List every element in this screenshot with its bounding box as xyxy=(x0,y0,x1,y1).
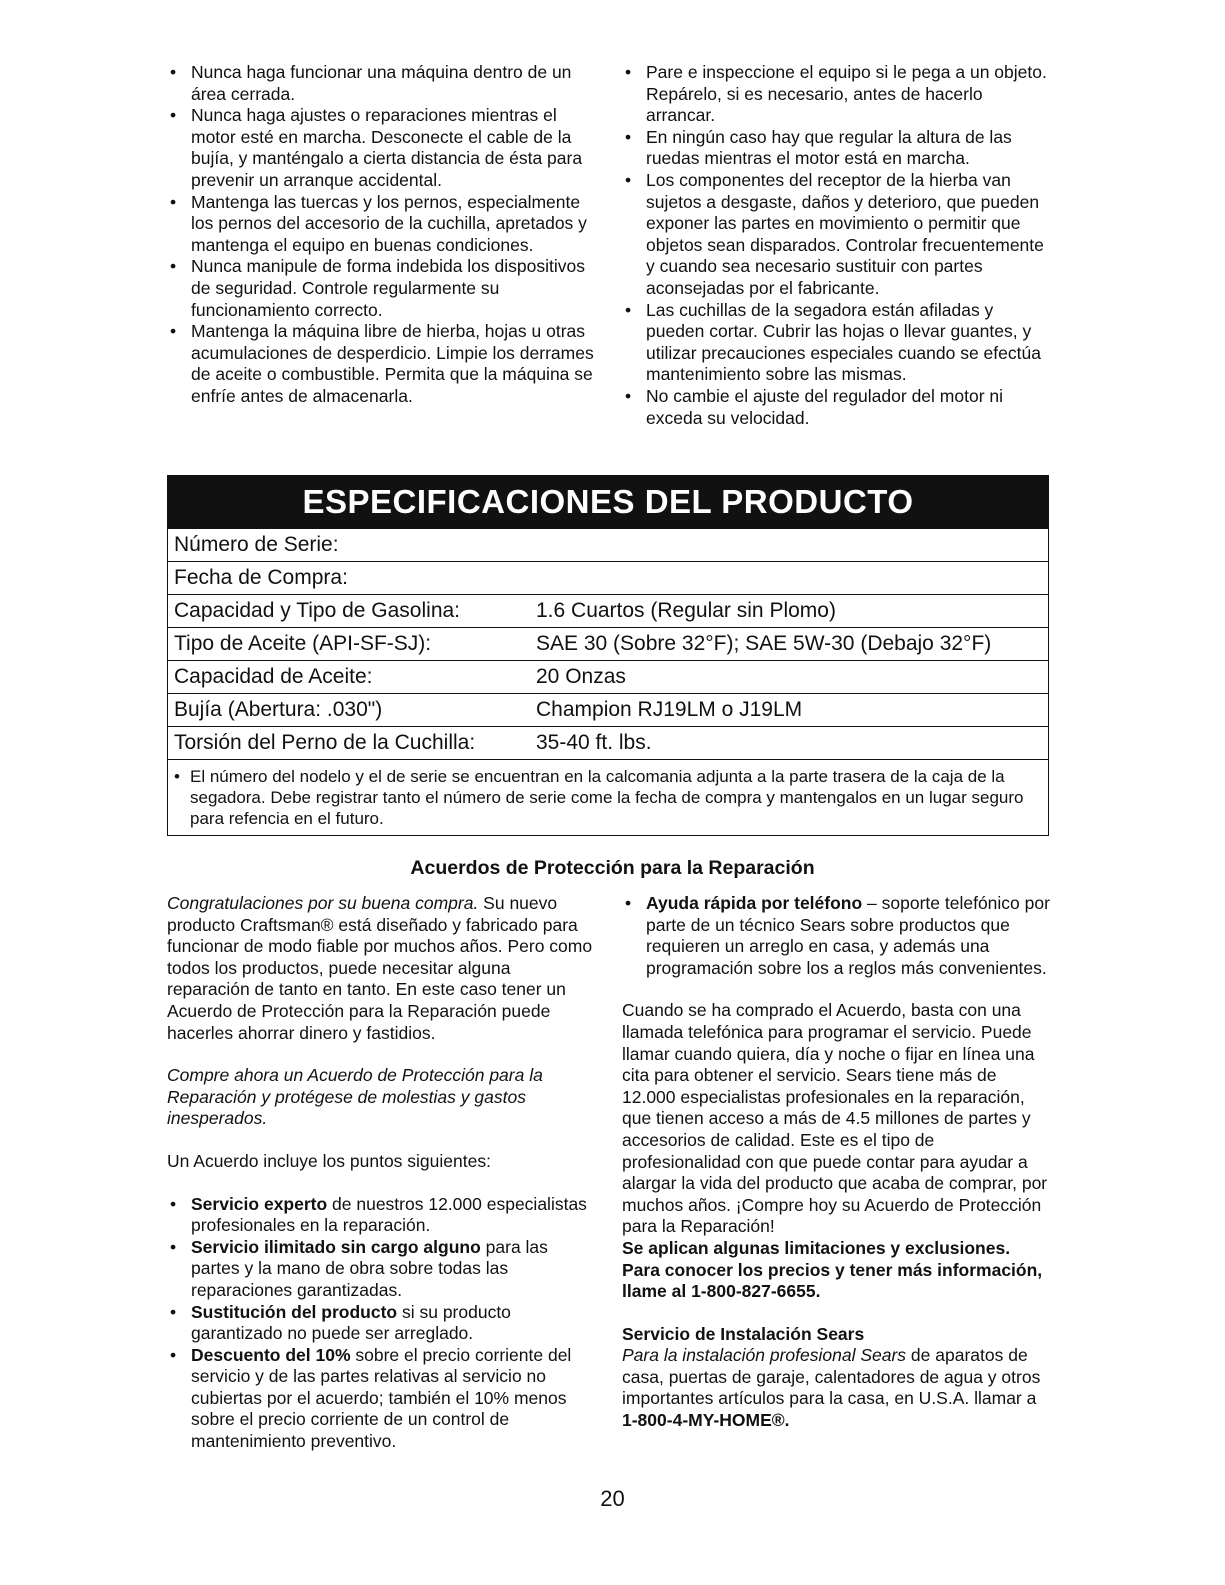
benefits-list xyxy=(167,1194,597,1453)
list-item: • Pare e inspeccione el equipo si le pega a un objeto. Repárelo, si es necesario, antes de hacerlo arrancar. xyxy=(622,62,1052,127)
bottom-right-column xyxy=(622,893,1052,1432)
safety-list-right xyxy=(622,62,1052,429)
install-italic: Para la instalación profesional Sears xyxy=(622,1345,907,1366)
specs-title: ESPECIFICACIONES DEL PRODUCTO xyxy=(167,475,1049,529)
list-item: • No cambie el ajuste del regulador del motor ni exceda su velocidad. xyxy=(622,386,1052,429)
item-bold: Descuento del 10% xyxy=(191,1344,351,1365)
buy-now-paragraph: Compre ahora un Acuerdo de Protección para la Reparación y protégese de molestias y gastos inesperados. xyxy=(167,1065,543,1129)
spec-label: Bujía (Abertura: .030") xyxy=(174,698,383,721)
list-item: • Las cuchillas de la segadora están afiladas y pueden cortar. Cubrir las hojas o llevar guantes, y utilizar precauciones especiales cuando se efectúa mantenimiento sobre las mismas. xyxy=(622,300,1052,386)
bottom-left-column xyxy=(167,893,597,1453)
item-text: sobre el precio corriente del servicio y de las partes relativas al servicio no cubiertas por el acuerdo; también el 10% menos sobre el precio corriente de un control de mantenimiento preventivo. xyxy=(191,1344,572,1452)
table-row xyxy=(168,529,1048,562)
intro-italic: Congratulaciones por su buena compra. xyxy=(167,893,479,913)
spec-label: Capacidad y Tipo de Gasolina: xyxy=(174,599,461,622)
list-item: • Mantenga la máquina libre de hierba, hojas u otras acumulaciones de desperdicio. Limpie los derrames de aceite o combustible. Permita que la máquina se enfríe antes de almacenarla. xyxy=(167,321,597,407)
table-row xyxy=(168,694,1048,727)
includes-text: Un Acuerdo incluye los puntos siguientes: xyxy=(167,1150,491,1171)
protection-title: Acuerdos de Protección para la Reparación xyxy=(410,857,815,879)
table-row xyxy=(168,727,1048,760)
list-item: • Los componentes del receptor de la hierba van sujetos a desgaste, daños y deterioro, que pueden exponer las partes en movimiento o permitir que objetos sean disparados. Controlar frecuentemente y cuando sea necesario sustituir con partes aconsejadas por el fabricante. xyxy=(622,170,1052,300)
list-item: • Nunca haga ajustes o reparaciones mientras el motor esté en marcha. Desconecte el cable de la bujía, y manténgalo a cierta distancia de ésta para prevenir un arranque accidental. xyxy=(167,105,597,191)
item-text: para las partes y la mano de obra sobre todas las reparaciones garantizadas. xyxy=(191,1236,548,1300)
spec-label: Tipo de Aceite (API-SF-SJ): xyxy=(174,632,432,655)
spec-value: 35-40 ft. lbs. xyxy=(536,731,652,754)
spec-value: 1.6 Cuartos (Regular sin Plomo) xyxy=(536,599,836,622)
item-text: si su producto garantizado no puede ser arreglado. xyxy=(191,1301,511,1344)
list-item xyxy=(167,1194,597,1237)
table-row xyxy=(168,661,1048,694)
table-row xyxy=(168,628,1048,661)
spec-label: Fecha de Compra: xyxy=(174,566,348,589)
table-row xyxy=(168,595,1048,628)
install-text: de aparatos de casa, puertas de garaje, calentadores de agua y otros importantes artículos para la casa, en U.S.A. llamar a xyxy=(622,1345,1041,1409)
list-item xyxy=(167,1302,597,1345)
list-item xyxy=(167,1237,597,1302)
limits-paragraph: Se aplican algunas limitaciones y exclusiones. Para conocer los precios y tener más información, llame al 1-800-827-6655. xyxy=(622,1237,1043,1302)
specs-table xyxy=(167,529,1049,836)
install-title: Servicio de Instalación Sears xyxy=(622,1323,865,1344)
list-item: • En ningún caso hay que regular la altura de las ruedas mientras el motor está en marcha. xyxy=(622,127,1052,170)
item-bold: Servicio ilimitado sin cargo alguno xyxy=(191,1236,481,1257)
list-item: • Mantenga las tuercas y los pernos, especialmente los pernos del accesorio de la cuchilla, apretados y mantenga el equipo en buenas condiciones. xyxy=(167,192,597,257)
item-bold: Ayuda rápida por teléfono xyxy=(646,893,863,913)
specs-note-text: • El número del nodelo y el de serie se encuentran en la calcomania adjunta a la parte trasera de la caja de la segadora. Debe registrar tanto el número de serie come la fecha de compra y mantengalos en un lugar seguro para refencia en el futuro. xyxy=(174,766,1042,829)
table-row xyxy=(168,562,1048,595)
install-paragraph xyxy=(622,1345,1052,1410)
spec-value: SAE 30 (Sobre 32°F); SAE 5W-30 (Debajo 32°F) xyxy=(536,632,992,655)
list-item xyxy=(167,1345,597,1453)
intro-text: Su nuevo producto Craftsman® está diseñado y fabricado para funcionar de modo fiable por muchos años. Pero como todos los productos, puede necesitar alguna reparación de tanto en tanto. En este caso tener un Acuerdo de Protección para la Reparación puede hacerles ahorrar dinero y fastidios. xyxy=(167,893,593,1043)
item-bold: Servicio experto xyxy=(191,1193,328,1214)
spec-value: 20 Onzas xyxy=(536,665,626,688)
benefits-list-cont xyxy=(622,893,1052,979)
list-item: • Nunca haga funcionar una máquina dentro de un área cerrada. xyxy=(167,62,597,105)
page-number: 20 xyxy=(600,1486,625,1511)
item-text: – soporte telefónico por parte de un técnico Sears sobre productos que requieren un arreglo en casa, y además una programación sobre los a reglos más convenientes. xyxy=(646,893,1050,978)
spec-label: Número de Serie: xyxy=(174,533,339,556)
item-bold: Sustitución del producto xyxy=(191,1301,398,1322)
top-left-column xyxy=(167,62,597,408)
intro-paragraph xyxy=(167,893,597,1044)
item-text: de nuestros 12.000 especialistas profesionales en la reparación. xyxy=(191,1193,587,1236)
list-item xyxy=(622,893,1052,979)
spec-label: Capacidad de Aceite: xyxy=(174,665,373,688)
top-right-column xyxy=(622,62,1052,429)
list-item: • Nunca manipule de forma indebida los dispositivos de seguridad. Controle regularmente su funcionamiento correcto. xyxy=(167,256,597,321)
safety-list-left xyxy=(167,62,597,408)
spec-label: Torsión del Perno de la Cuchilla: xyxy=(174,731,476,754)
install-phone: 1-800-4-MY-HOME®. xyxy=(622,1410,790,1431)
specs-note xyxy=(168,760,1048,835)
purchased-paragraph: Cuando se ha comprado el Acuerdo, basta con una llamada telefónica para programar el servicio. Puede llamar cuando quiera, día y noche o fijar en línea una cita para obtener el servicio. Sears tiene más de 12.000 especialistas profesionales en la reparación, que tienen acceso a más de 4.5 millones de partes y accesorios de calidad. Este es el tipo de profesionalidad con que puede contar para ayudar a alargar la vida del producto que acaba de comprar, por muchos años. ¡Compre hoy su Acuerdo de Protección para la Reparación! xyxy=(622,1000,1048,1237)
spec-value: Champion RJ19LM o J19LM xyxy=(536,698,803,721)
